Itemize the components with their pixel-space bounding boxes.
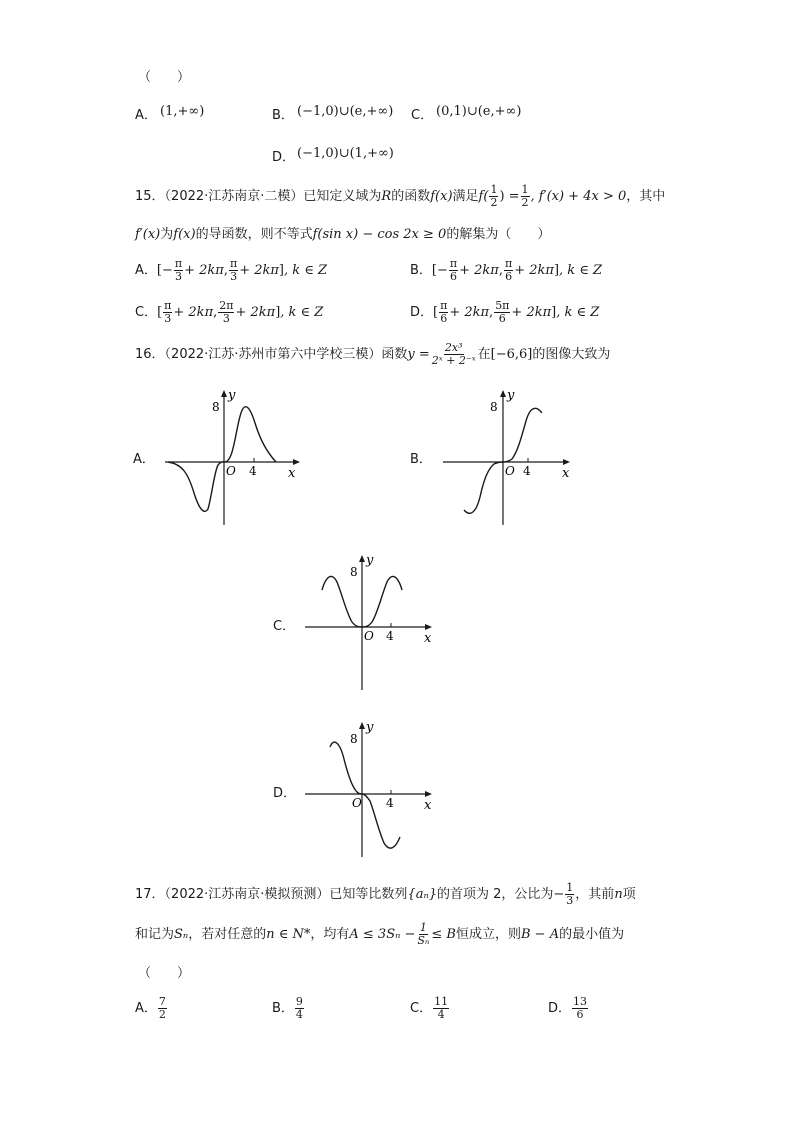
q15-text: 的导函数，则不等式 (195, 227, 313, 242)
tick-label-x: 4 (523, 464, 531, 478)
q17-option-fraction (158, 996, 167, 1021)
q15-text: 的函数 (391, 189, 431, 204)
q17-math: {aₙ} (407, 887, 437, 902)
q15-fraction: $\frac{\pi}{3}$ (229, 257, 238, 283)
curve (168, 407, 276, 512)
q16-math: [−6,6] (490, 347, 533, 362)
q16-option-d-label: D． (273, 786, 297, 801)
q16-graph-d (300, 717, 445, 862)
q15-option-b: B．[− $\frac{\pi}{6}$ + 2kπ, $\frac{\pi}{6}$ + 2kπ], k ∈ Z (410, 257, 603, 283)
q17-frac-num: 13 (573, 995, 588, 1008)
q17-text: ，其前 (575, 887, 615, 902)
tick-label-y: 8 (490, 400, 498, 414)
q16-fraction (431, 342, 477, 367)
tick-label-x: 4 (386, 796, 394, 810)
q16-text: 函数 (381, 347, 408, 362)
q17-text: 项 (622, 887, 636, 902)
q15-math: , f′(x) + 4x > 0 (530, 189, 627, 204)
q16-math: y = (407, 347, 430, 362)
axis-label-y: y (507, 388, 515, 403)
q15-option-d: D．[ $\frac{\pi}{6}$ + 2kπ, $\frac{5\pi}{6}$ + 2kπ], k ∈ Z (410, 299, 600, 325)
tick-label-y: 8 (350, 565, 358, 579)
q14-option-a-label: A． (135, 108, 157, 123)
q15-frac-num: π (164, 299, 172, 312)
q17-option-fraction (295, 996, 304, 1021)
axis-label-x: x (424, 631, 432, 646)
q14-option-c-value: (0,1)∪(e,+∞) (436, 104, 522, 119)
q15-text: 的解集为（ ） (446, 227, 551, 242)
axis-label-x: x (424, 798, 432, 813)
q17-fraction (565, 882, 574, 907)
q17-option-label: A． (135, 1001, 157, 1016)
q15-math: f(x) (430, 189, 453, 204)
q14-option-c-label: C． (411, 108, 434, 123)
q17-frac-den: 6 (576, 1008, 584, 1021)
q15-option-a: A．[− $\frac{\pi}{3}$ + 2kπ, $\frac{\pi}{3}$ + 2kπ], k ∈ Z (135, 257, 328, 283)
q15-text: 已知定义域为 (303, 189, 382, 204)
q17-text: 的首项为 2，公比为 (436, 887, 554, 902)
q15-math: + 2kπ (173, 305, 214, 320)
q17-frac-num: 7 (158, 995, 166, 1008)
q15-option-label: B． (410, 263, 432, 278)
q17-text: 已知等比数列 (329, 887, 408, 902)
q15-math: ) = (499, 189, 520, 204)
q15-fraction: $\frac{\pi}{6}$ (449, 257, 458, 283)
q15-math: + 2kπ (511, 305, 552, 320)
x-axis-arrow-icon (563, 459, 570, 465)
q17-option-fraction (433, 996, 449, 1021)
y-axis-arrow-icon (359, 555, 365, 562)
axis-label-y: y (366, 553, 374, 568)
q15-math: R (381, 189, 392, 204)
q14-option-b-value: (−1,0)∪(e,+∞) (297, 104, 394, 119)
x-axis-arrow-icon (293, 459, 300, 465)
q15-math: , k ∈ Z (556, 305, 600, 320)
q17-stem-line1 (135, 882, 636, 907)
q15-frac-den: 2 (521, 196, 529, 209)
q15-frac-num: 1 (521, 183, 529, 196)
q17-math: ≤ B (431, 927, 456, 942)
q16-stem (135, 342, 610, 367)
q15-math: + 2kπ (459, 263, 499, 278)
x-axis-arrow-icon (425, 624, 432, 630)
q15-fraction (521, 184, 530, 209)
origin-label: O (505, 464, 515, 478)
q17-option-label: B． (272, 1001, 294, 1016)
origin-label: O (226, 464, 236, 478)
q15-option-label: D． (410, 305, 434, 320)
q17-math: n (614, 887, 623, 902)
q17-option-label: C． (410, 1001, 433, 1016)
q17-frac-den: 4 (295, 1008, 303, 1021)
q15-option-label: A． (135, 263, 157, 278)
axis-label-x: x (562, 466, 570, 481)
q15-text: ，其中 (626, 189, 666, 204)
q15-math: f(x) (173, 227, 196, 242)
q15-frac-num: π (229, 257, 238, 270)
q17-math: n ∈ N* (266, 927, 311, 942)
q15-math: f( (478, 189, 489, 204)
q15-number: 15． (135, 189, 165, 204)
q15-fraction: $\frac{\pi}{6}$ (504, 257, 513, 283)
q14-option-d-label: D． (272, 150, 296, 165)
tick-label-y: 8 (212, 400, 220, 414)
q17-text: 和记为 (135, 927, 175, 942)
q14-answer-paren: （ ） (138, 70, 191, 85)
q17-text: 恒成立，则 (455, 927, 521, 942)
q17-source: （2022·江苏南京·模拟预测） (164, 887, 330, 902)
q17-stem-line2 (135, 922, 624, 947)
q17-math: A ≤ 3Sₙ − (349, 927, 416, 942)
q14-option-a-value: (1,+∞) (160, 104, 205, 119)
q16-graph-b (438, 385, 583, 530)
y-axis-arrow-icon (500, 390, 506, 397)
q17-frac-num: 1 (566, 881, 574, 894)
q17-math: Sₙ (174, 927, 189, 942)
q16-number: 16． (135, 347, 165, 362)
q16-source: （2022·江苏·苏州市第六中学校三模） (164, 347, 382, 362)
q17-option-b (272, 996, 305, 1021)
q15-fraction (489, 184, 498, 209)
tick-label-x: 4 (386, 629, 394, 643)
q15-text: 满足 (452, 189, 479, 204)
q15-option-c: C．[ $\frac{\pi}{3}$ + 2kπ, $\frac{2\pi}{3}$ + 2kπ], k ∈ Z (135, 299, 324, 325)
q15-fraction: $\frac{2\pi}{3}$ (219, 299, 234, 325)
origin-label: O (364, 629, 374, 643)
q17-option-label: D． (548, 1001, 572, 1016)
q17-answer-paren: （ ） (138, 966, 191, 981)
q17-number: 17． (135, 887, 165, 902)
q16-option-c-label: C． (273, 619, 296, 634)
q16-option-a-label: A． (133, 452, 155, 467)
q15-math: + 2kπ (514, 263, 554, 278)
q17-option-c (410, 996, 450, 1021)
q15-math: + 2kπ (449, 305, 490, 320)
q16-frac-num: 2x³ (444, 341, 463, 354)
q15-frac-num: 1 (490, 183, 498, 196)
q17-text: ，均有 (310, 927, 350, 942)
q15-text: 为 (160, 227, 174, 242)
q15-option-label: C． (135, 305, 158, 320)
q16-frac-den: 2ˣ + 2⁻ˣ (431, 354, 476, 367)
q16-graph-a (160, 385, 305, 530)
tick-label-y: 8 (350, 732, 358, 746)
q16-option-b-label: B． (410, 452, 432, 467)
q15-fraction: $\frac{\pi}{3}$ (174, 257, 183, 283)
axis-label-y: y (366, 720, 374, 735)
axis-label-x: x (288, 466, 296, 481)
q17-frac-den: 4 (437, 1008, 445, 1021)
q17-math: B − A (520, 927, 560, 942)
q17-text: ，若对任意的 (188, 927, 267, 942)
tick-label-x: 4 (249, 464, 257, 478)
q15-math: f(sin x) − cos 2x ≥ 0 (312, 227, 447, 242)
q15-fraction: $\frac{\pi}{6}$ (440, 299, 448, 325)
axis-label-y: y (228, 388, 236, 403)
q17-frac-den: 2 (158, 1008, 166, 1021)
q14-option-d-value: (−1,0)∪(1,+∞) (297, 146, 394, 161)
q15-frac-num: π (504, 257, 513, 270)
q17-option-a (135, 996, 168, 1021)
x-axis-arrow-icon (425, 791, 432, 797)
q17-math: − (553, 887, 565, 902)
q15-source: （2022·江苏南京·二模） (164, 189, 304, 204)
q15-fraction: $\frac{\pi}{3}$ (164, 299, 172, 325)
q15-frac-num: π (449, 257, 458, 270)
q15-math: + 2kπ (184, 263, 224, 278)
y-axis-arrow-icon (221, 390, 227, 397)
q17-frac-den: 3 (566, 894, 574, 907)
q17-frac-num: 11 (434, 995, 449, 1008)
q16-text: 的图像大致为 (532, 347, 611, 362)
q15-frac-den: 2 (490, 196, 498, 209)
q17-frac-num: 9 (295, 995, 303, 1008)
q15-math: , k ∈ Z (280, 305, 324, 320)
q15-math: + 2kπ (239, 263, 279, 278)
q15-math: f′(x) (135, 227, 161, 242)
q15-math: , k ∈ Z (559, 263, 603, 278)
origin-label: O (352, 796, 362, 810)
q15-math: + 2kπ (235, 305, 276, 320)
y-axis-arrow-icon (359, 722, 365, 729)
q15-frac-num: π (440, 299, 448, 312)
q15-fraction: $\frac{5\pi}{6}$ (495, 299, 510, 325)
q14-option-b-label: B． (272, 108, 294, 123)
q15-stem-line1 (135, 184, 665, 209)
q17-frac-den: Sₙ (417, 934, 430, 947)
q17-frac-num: 1 (419, 921, 427, 934)
q17-fraction (416, 922, 430, 947)
q17-option-fraction (572, 996, 588, 1021)
q15-math: , k ∈ Z (284, 263, 328, 278)
q15-frac-num: π (174, 257, 183, 270)
q17-text: 的最小值为 (559, 927, 625, 942)
q15-stem-line2 (135, 223, 550, 242)
q17-option-d (548, 996, 589, 1021)
q16-text: 在 (477, 347, 491, 362)
q16-graph-c (300, 550, 445, 695)
